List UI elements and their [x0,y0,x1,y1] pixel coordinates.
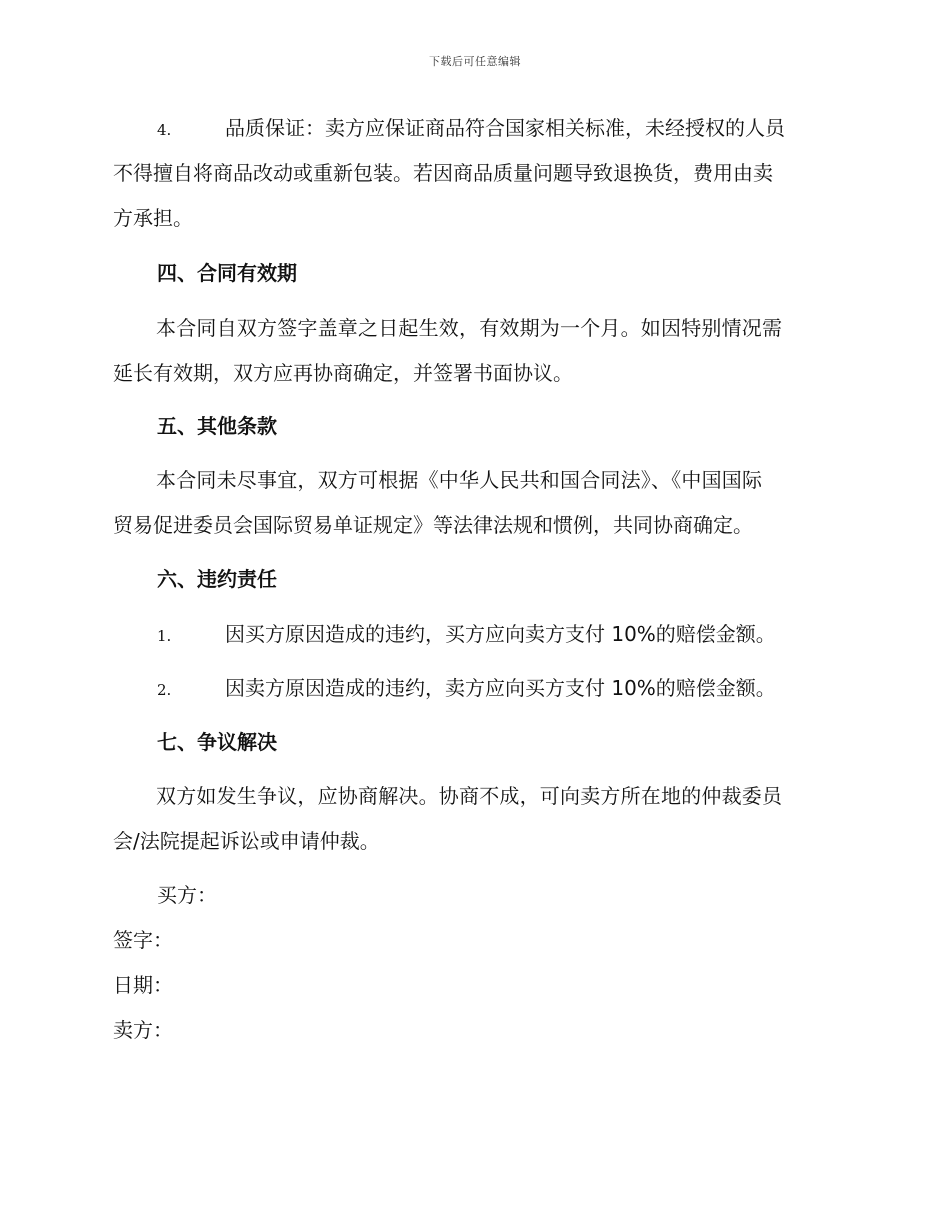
date-label: 日期： [113,973,173,997]
other-terms-paragraph-line2: 贸易促进委员会国际贸易单证规定》等法律法规和惯例，共同协商确定。 [113,513,753,537]
breach-item-1 [157,612,833,659]
item-number: 2. [157,681,172,699]
quality-clause-line2: 不得擅自将商品改动或重新包装。若因商品质量问题导致退换货，费用由卖 [113,161,773,185]
validity-paragraph-line1: 本合同自双方签字盖章之日起生效，有效期为一个月。如因特别情况需 [156,316,783,340]
item-text: 因卖方原因造成的违约，卖方应向买方支付 10%的赔偿金额。 [225,676,776,700]
quality-clause-line3: 方承担。 [113,206,193,230]
quality-clause [157,106,833,153]
section-heading-validity: 四、合同有效期 [157,261,297,285]
section-heading-breach: 六、违约责任 [157,567,277,591]
section-heading-other-terms: 五、其他条款 [157,414,277,438]
other-terms-paragraph-line1: 本合同未尽事宜，双方可根据《中华人民共和国合同法》、《中国国际 [156,468,763,492]
seller-label: 卖方： [113,1018,173,1042]
dispute-paragraph-line1: 双方如发生争议，应协商解决。协商不成，可向卖方所在地的仲裁委员 [156,784,783,808]
section-heading-dispute: 七、争议解决 [157,730,277,754]
breach-item-2 [157,666,833,713]
item-text: 因买方原因造成的违约，买方应向卖方支付 10%的赔偿金额。 [225,622,776,646]
validity-paragraph-line2: 延长有效期，双方应再协商确定，并签署书面协议。 [113,361,573,385]
item-number: 1. [157,627,172,645]
page-header: 下载后可任意编辑 [429,55,521,68]
dispute-paragraph-line2: 会/法院提起诉讼或申请仲裁。 [113,829,380,853]
signature-label: 签字： [113,928,173,952]
item-text: 品质保证：卖方应保证商品符合国家相关标准，未经授权的人员 [225,116,785,140]
buyer-label: 买方： [157,883,217,907]
item-number: 4. [157,121,172,139]
